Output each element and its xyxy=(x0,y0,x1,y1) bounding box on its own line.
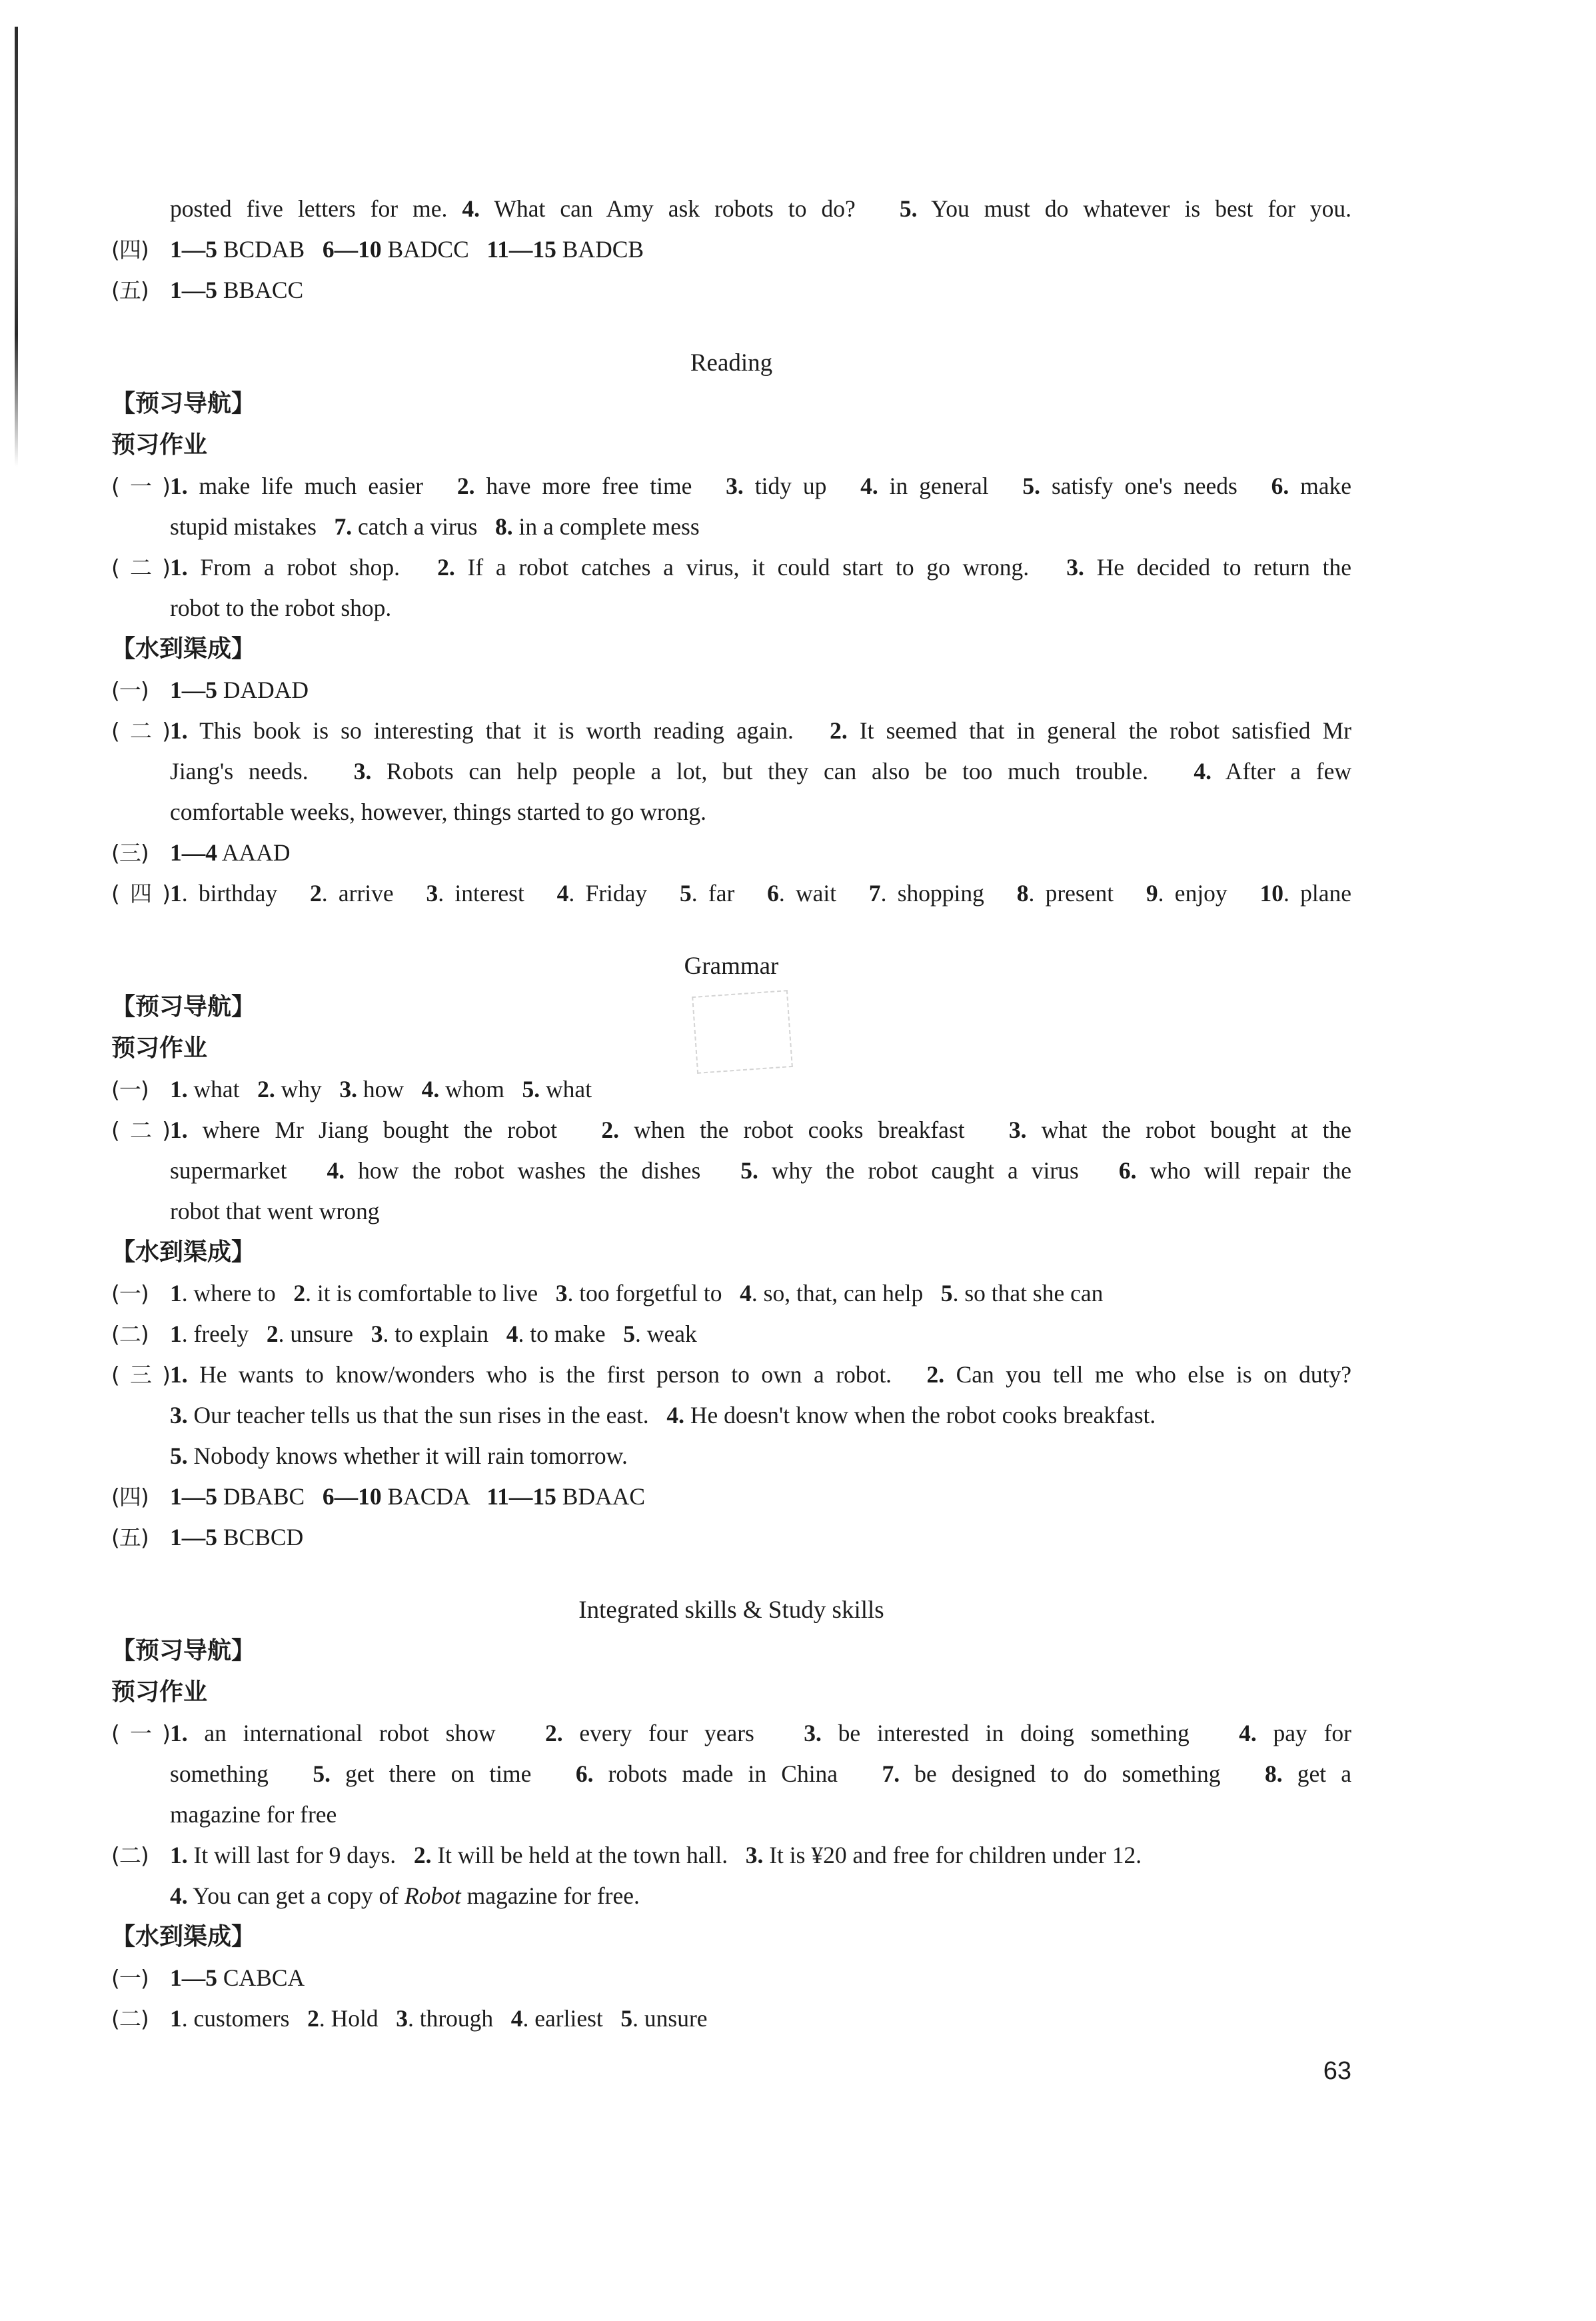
answer-text: BACDA xyxy=(381,1483,487,1510)
answer-text: He decided to return the xyxy=(1084,554,1351,581)
item-number: 3. xyxy=(170,1402,188,1428)
item-number: 2. xyxy=(830,717,848,744)
item-number: 4 xyxy=(740,1280,752,1306)
answer-text: what xyxy=(540,1076,592,1103)
answer-line xyxy=(111,873,1351,914)
answer-text: . it is comfortable to live xyxy=(305,1280,556,1306)
answer-line xyxy=(111,833,1351,873)
item-number: 2 xyxy=(266,1320,279,1347)
item-number: 1 xyxy=(170,2005,182,2032)
answer-page xyxy=(111,189,1351,2039)
answer-text: . birthday xyxy=(181,880,310,907)
answer-text: get there on time xyxy=(330,1760,576,1787)
answer-line xyxy=(111,547,1351,588)
answer-line xyxy=(111,1273,1351,1314)
item-number: 5. xyxy=(313,1760,331,1787)
answer-text: BCBCD xyxy=(217,1524,304,1550)
answer-text: what xyxy=(187,1076,258,1103)
section-heading: 【水到渠成】 xyxy=(111,1923,256,1950)
answer-text: . freely xyxy=(181,1320,267,1347)
answer-line xyxy=(111,1151,1351,1191)
answer-text: . to explain xyxy=(383,1320,506,1347)
answer-line xyxy=(111,1958,1351,1998)
answer-text: get a xyxy=(1282,1760,1351,1787)
item-number: 6. xyxy=(1118,1157,1137,1184)
answer-text: what the robot bought at the xyxy=(1026,1117,1351,1143)
page-number: 63 xyxy=(1323,2057,1351,2085)
answer-line xyxy=(111,1395,1351,1436)
answer-text: BBACC xyxy=(217,277,304,303)
item-number: 4 xyxy=(506,1320,518,1347)
answer-text: whom xyxy=(439,1076,522,1103)
item-number: 6—10 xyxy=(322,1483,382,1510)
answer-text: in general xyxy=(878,473,1023,499)
answer-text: catch a virus xyxy=(352,513,496,540)
item-number: 7. xyxy=(334,513,353,540)
answer-text: You can get a copy of xyxy=(187,1882,404,1909)
item-number: 3 xyxy=(426,880,438,907)
answer-text: . enjoy xyxy=(1158,880,1260,907)
item-number: 1. xyxy=(170,554,188,581)
subsection-heading: 预习作业 xyxy=(111,1678,208,1706)
answer-text: . customers xyxy=(181,2005,308,2032)
answer-text: It will be held at the town hall. xyxy=(431,1842,746,1868)
item-number: 3. xyxy=(804,1720,822,1746)
question-group-label: (一) xyxy=(111,1965,149,1991)
answer-text: comfortable weeks, however, things started to go wrong. xyxy=(170,799,707,825)
question-group-label: (二) xyxy=(111,1842,149,1868)
question-group-label: (二) xyxy=(111,718,170,744)
item-number: 1—5 xyxy=(170,236,217,263)
answer-line xyxy=(111,229,1351,270)
item-number: 4. xyxy=(860,473,878,499)
answer-text: . unsure xyxy=(278,1320,371,1347)
item-number: 5 xyxy=(620,2005,633,2032)
answer-text: From a robot shop. xyxy=(187,554,438,581)
item-number: 4. xyxy=(1194,758,1211,785)
item-number: 5. xyxy=(899,195,918,222)
item-number: 4. xyxy=(421,1076,440,1103)
item-number: 8 xyxy=(1016,880,1029,907)
section-title: Grammar xyxy=(684,953,779,980)
answer-text: BADCB xyxy=(556,236,644,263)
answer-text: . Friday xyxy=(568,880,680,907)
answer-text: why xyxy=(275,1076,340,1103)
item-number: 2. xyxy=(257,1076,275,1103)
answer-text: AAAD xyxy=(217,839,291,866)
answer-text: . far xyxy=(691,880,768,907)
answer-text: magazine for free xyxy=(170,1801,337,1828)
answer-text: . arrive xyxy=(321,880,426,907)
item-number: 4 xyxy=(510,2005,523,2032)
answer-text: who will repair the xyxy=(1136,1157,1351,1184)
answer-text: . so, that, can help xyxy=(751,1280,941,1306)
answer-text: . to make xyxy=(518,1320,624,1347)
item-number: 6. xyxy=(1271,473,1289,499)
item-number: 2 xyxy=(293,1280,306,1306)
answer-text: You must do whatever is best for you. xyxy=(917,195,1351,222)
answer-text: BDAAC xyxy=(556,1483,646,1510)
answer-text: This book is so interesting that it is worth reading again. xyxy=(187,717,830,744)
item-number: 10 xyxy=(1259,880,1283,907)
answer-line xyxy=(111,1354,1351,1395)
item-number: 1—5 xyxy=(170,277,217,303)
item-number: 2. xyxy=(437,554,455,581)
answer-line xyxy=(111,1110,1351,1151)
answer-text: He wants to know/wonders who is the first person to own a robot. xyxy=(187,1361,927,1388)
answer-text: DBABC xyxy=(217,1483,323,1510)
answer-text: how xyxy=(357,1076,422,1103)
answer-line xyxy=(111,1476,1351,1517)
answer-text: . interest xyxy=(438,880,557,907)
answer-text: . through xyxy=(407,2005,511,2032)
answer-line xyxy=(111,1517,1351,1558)
item-number: 2 xyxy=(309,880,322,907)
item-number: 2. xyxy=(413,1842,432,1868)
subsection-heading: 预习作业 xyxy=(111,1035,208,1062)
item-number: 3 xyxy=(371,1320,383,1347)
item-number: 9 xyxy=(1146,880,1158,907)
section-heading: 【水到渠成】 xyxy=(111,635,256,663)
question-group-label: (五) xyxy=(111,277,149,303)
answer-line xyxy=(111,1191,1351,1232)
answer-text: stupid mistakes xyxy=(170,513,335,540)
answer-text: DADAD xyxy=(217,677,309,703)
answer-text: . Hold xyxy=(319,2005,397,2032)
item-number: 3. xyxy=(726,473,744,499)
answer-text: . where to xyxy=(181,1280,294,1306)
answer-text: pay for xyxy=(1256,1720,1351,1746)
answer-text: something xyxy=(170,1760,313,1787)
answer-text: Robots can help people a lot, but they can also be too much trouble. xyxy=(371,758,1194,785)
item-number: 3. xyxy=(1066,554,1084,581)
section-heading: 【预习导航】 xyxy=(111,1637,256,1664)
item-number: 2. xyxy=(456,473,475,499)
answer-line xyxy=(111,507,1351,547)
item-number: 1. xyxy=(170,1842,188,1868)
answer-text: make life much easier xyxy=(187,473,457,499)
answer-text: Can you tell me who else is on duty? xyxy=(944,1361,1351,1388)
item-number: 1—5 xyxy=(170,1964,217,1991)
question-group-label: (二) xyxy=(111,1321,149,1347)
answer-text: Jiang's needs. xyxy=(170,758,354,785)
question-group-label: (五) xyxy=(111,1524,149,1550)
question-group-label: (四) xyxy=(111,881,170,907)
answer-text: robot to the robot shop. xyxy=(170,595,392,621)
answer-text: After a few xyxy=(1211,758,1351,785)
item-number: 8. xyxy=(495,513,513,540)
answer-text: make xyxy=(1289,473,1351,499)
answer-text: BADCC xyxy=(381,236,487,263)
answer-text: . present xyxy=(1028,880,1146,907)
question-group-label: (二) xyxy=(111,555,170,581)
answer-text: It is ¥20 and free for children under 12. xyxy=(763,1842,1142,1868)
answer-text: If a robot catches a virus, it could start to go wrong. xyxy=(454,554,1067,581)
answer-text: . wait xyxy=(778,880,869,907)
answer-text: . so that she can xyxy=(952,1280,1104,1306)
answer-text: have more free time xyxy=(474,473,726,499)
answer-line xyxy=(111,1754,1351,1794)
answer-line xyxy=(111,670,1351,711)
answer-text: how the robot washes the dishes xyxy=(345,1157,741,1184)
item-number: 5 xyxy=(940,1280,953,1306)
answer-line xyxy=(111,1713,1351,1754)
answer-line xyxy=(111,1835,1351,1876)
item-number: 1—4 xyxy=(170,839,217,866)
item-number: 3 xyxy=(396,2005,408,2032)
answer-text: CABCA xyxy=(217,1964,305,1991)
answer-line xyxy=(111,270,1351,311)
binding-edge xyxy=(15,27,18,467)
answer-text: satisfy one's needs xyxy=(1040,473,1271,499)
answer-line xyxy=(111,711,1351,751)
item-number: 2. xyxy=(926,1361,945,1388)
section-title: Reading xyxy=(690,349,773,377)
answer-text: every four years xyxy=(562,1720,804,1746)
watermark-stamp xyxy=(692,990,793,1074)
answer-text: BCDAB xyxy=(217,236,323,263)
answer-text: tidy up xyxy=(743,473,861,499)
item-number: 4. xyxy=(327,1157,345,1184)
answer-line xyxy=(111,1794,1351,1835)
answer-text: What can Amy ask robots to do? xyxy=(480,195,900,222)
item-number: 1. xyxy=(170,473,188,499)
item-number: 1. xyxy=(170,717,188,744)
answer-text: robot that went wrong xyxy=(170,1198,380,1224)
item-number: 1 xyxy=(170,1280,182,1306)
item-number: 5. xyxy=(1022,473,1041,499)
item-number: 6. xyxy=(575,1760,594,1787)
question-group-label: (三) xyxy=(111,1362,170,1388)
item-number: 5 xyxy=(679,880,692,907)
item-number: 3. xyxy=(353,758,372,785)
answer-line xyxy=(111,1876,1351,1916)
item-number: 2 xyxy=(307,2005,319,2032)
item-number: 6—10 xyxy=(322,236,382,263)
answer-text: . weak xyxy=(635,1320,697,1347)
answer-line xyxy=(111,751,1351,792)
item-number: 2. xyxy=(601,1117,620,1143)
item-number: 3. xyxy=(1008,1117,1027,1143)
answer-text: magazine for free. xyxy=(460,1882,640,1909)
answer-text: . unsure xyxy=(632,2005,708,2032)
item-number: 11—15 xyxy=(486,1483,556,1510)
answer-line xyxy=(111,189,1351,229)
item-number: 5. xyxy=(522,1076,540,1103)
question-group-label: (四) xyxy=(111,237,149,263)
answer-text: be interested in doing something xyxy=(821,1720,1239,1746)
answer-text: where Mr Jiang bought the robot xyxy=(187,1117,602,1143)
answer-text: Our teacher tells us that the sun rises in the east. xyxy=(187,1402,667,1428)
answer-text: when the robot cooks breakfast xyxy=(619,1117,1009,1143)
item-number: 3. xyxy=(339,1076,358,1103)
question-group-label: (二) xyxy=(111,1117,170,1143)
item-number: 3. xyxy=(745,1842,764,1868)
answer-text: be designed to do something xyxy=(900,1760,1265,1787)
answer-text: Nobody knows whether it will rain tomorrow. xyxy=(187,1442,628,1469)
item-number: 3 xyxy=(555,1280,568,1306)
item-number: 1. xyxy=(170,1720,188,1746)
question-group-label: (一) xyxy=(111,1720,170,1746)
item-number: 1. xyxy=(170,1117,188,1143)
item-number: 6 xyxy=(767,880,779,907)
answer-text: in a complete mess xyxy=(512,513,700,540)
section-heading: 【水到渠成】 xyxy=(111,1238,256,1266)
answer-text: Robot xyxy=(404,1882,461,1909)
answer-text: . plane xyxy=(1283,880,1351,907)
item-number: 1. xyxy=(170,1076,188,1103)
answer-text: posted five letters for me. xyxy=(170,195,462,222)
answer-line xyxy=(111,588,1351,629)
question-group-label: (一) xyxy=(111,473,170,499)
item-number: 4. xyxy=(462,195,480,222)
section-title: Integrated skills & Study skills xyxy=(578,1596,884,1624)
item-number: 1—5 xyxy=(170,1524,217,1550)
answer-text: . shopping xyxy=(880,880,1017,907)
item-number: 4. xyxy=(170,1882,188,1909)
answer-line xyxy=(111,792,1351,833)
answer-text: It will last for 9 days. xyxy=(187,1842,414,1868)
question-group-label: (一) xyxy=(111,1077,149,1103)
item-number: 8. xyxy=(1264,1760,1283,1787)
answer-text: . too forgetful to xyxy=(567,1280,740,1306)
item-number: 7 xyxy=(868,880,881,907)
answer-line xyxy=(111,1998,1351,2039)
answer-line xyxy=(111,1314,1351,1354)
item-number: 1—5 xyxy=(170,677,217,703)
answer-text: an international robot show xyxy=(187,1720,545,1746)
item-number: 5. xyxy=(170,1442,188,1469)
question-group-label: (一) xyxy=(111,677,149,703)
item-number: 5. xyxy=(740,1157,758,1184)
answer-text: supermarket xyxy=(170,1157,327,1184)
question-group-label: (三) xyxy=(111,840,149,866)
answer-line xyxy=(111,466,1351,507)
question-group-label: (一) xyxy=(111,1280,149,1306)
item-number: 1—5 xyxy=(170,1483,217,1510)
section-heading: 【预习导航】 xyxy=(111,390,256,417)
item-number: 4. xyxy=(666,1402,684,1428)
item-number: 1. xyxy=(170,1361,188,1388)
item-number: 4. xyxy=(1239,1720,1257,1746)
answer-text: It seemed that in general the robot satisfied Mr xyxy=(847,717,1351,744)
item-number: 1 xyxy=(170,880,182,907)
answer-text: . earliest xyxy=(522,2005,621,2032)
answer-line xyxy=(111,1436,1351,1476)
answer-line xyxy=(111,1069,1351,1110)
section-heading: 【预习导航】 xyxy=(111,993,256,1021)
item-number: 11—15 xyxy=(486,236,556,263)
answer-text: He doesn't know when the robot cooks breakfast. xyxy=(684,1402,1156,1428)
answer-text: robots made in China xyxy=(593,1760,882,1787)
subsection-heading: 预习作业 xyxy=(111,431,208,459)
item-number: 2. xyxy=(544,1720,563,1746)
item-number: 4 xyxy=(556,880,569,907)
question-group-label: (二) xyxy=(111,2006,149,2032)
item-number: 5 xyxy=(623,1320,636,1347)
question-group-label: (四) xyxy=(111,1484,149,1510)
answer-text: why the robot caught a virus xyxy=(758,1157,1119,1184)
item-number: 7. xyxy=(882,1760,900,1787)
item-number: 1 xyxy=(170,1320,182,1347)
